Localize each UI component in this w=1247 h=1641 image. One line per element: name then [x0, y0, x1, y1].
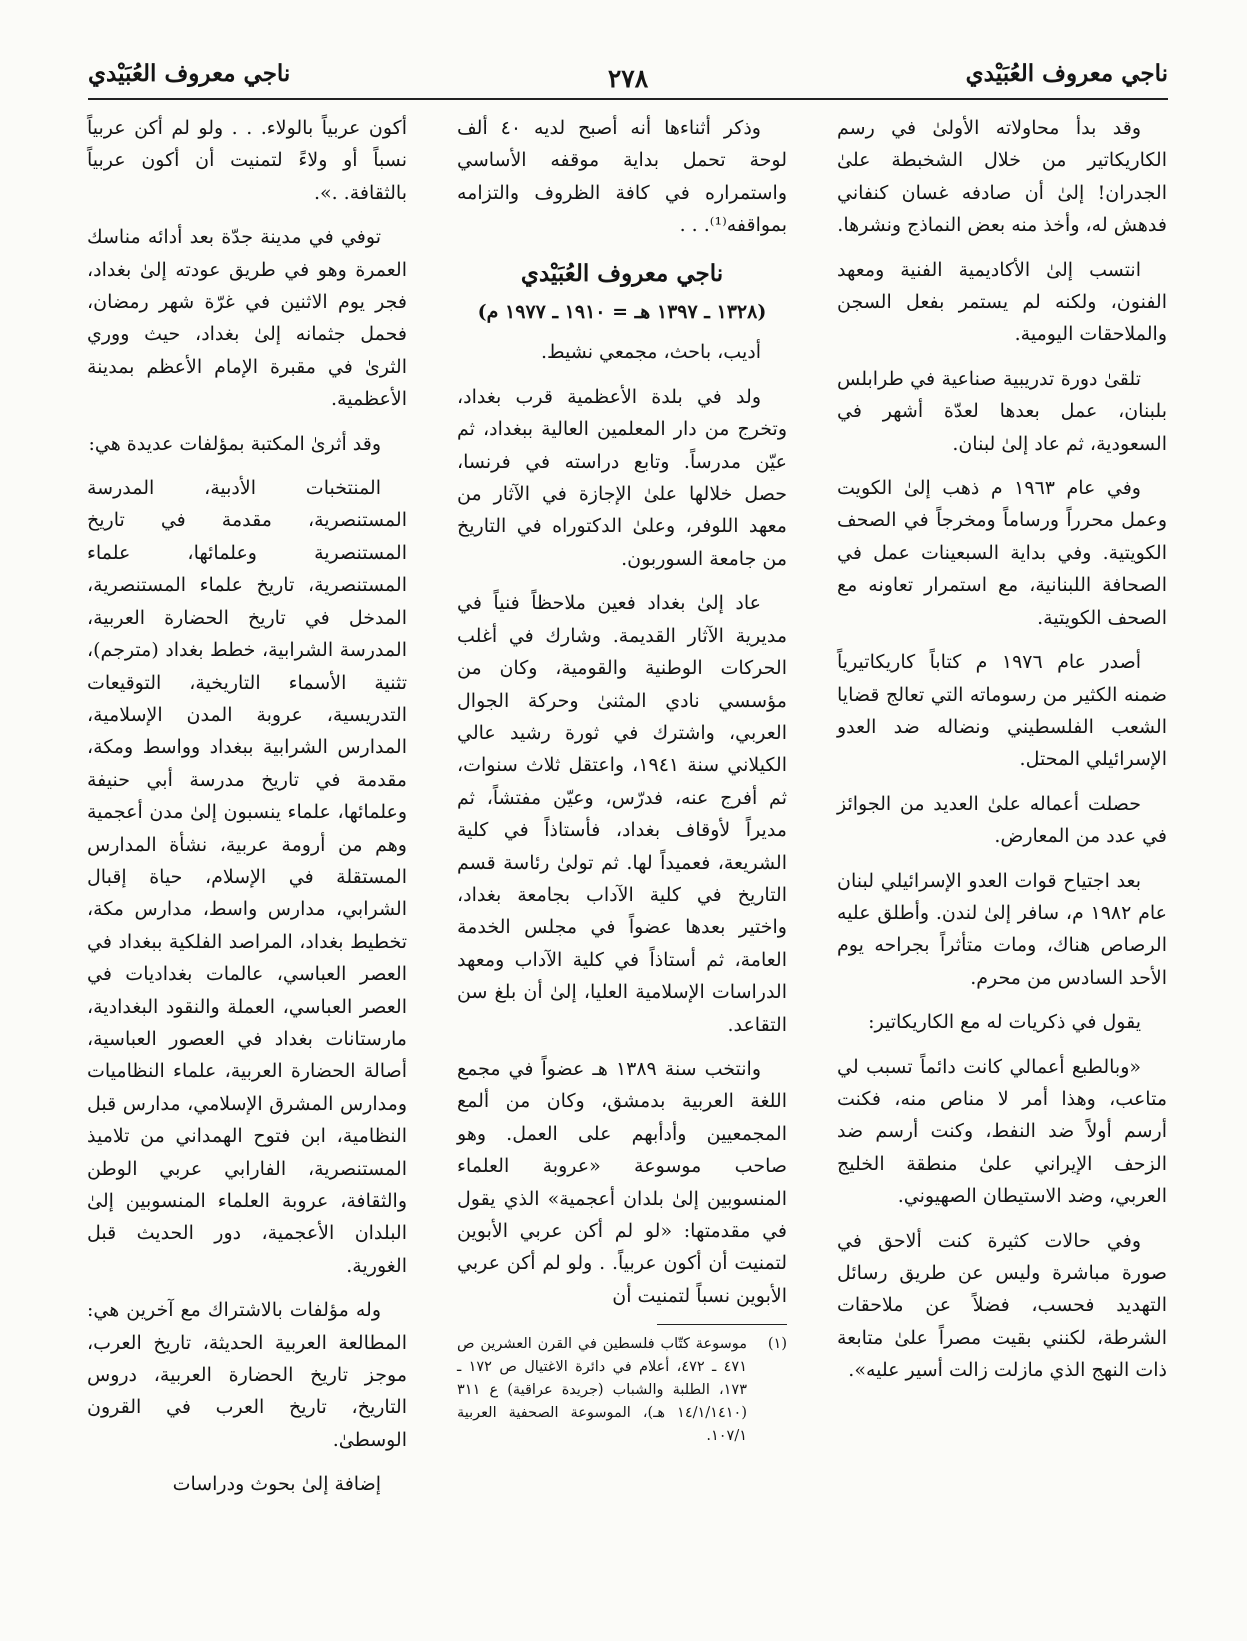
running-head-left: ناجي معروف العُبَيْدي — [88, 60, 291, 87]
footnote-rule — [657, 1324, 787, 1325]
paragraph: وله مؤلفات بالاشتراك مع آخرين هي: المطالعة العربية الحديثة، تاريخ العرب، موجز تاريخ الحضارة العربية، دروس التاريخ، تاريخ العرب في القرون الوسطىٰ. — [87, 1299, 407, 1451]
paragraph: أكون عربياً بالولاء. . . ولو لم أكن عربياً نسباً أو ولاءً لتمنيت أن أكون عربياً بالثقافة. .». — [87, 117, 407, 204]
works-list: المنتخبات الأدبية، المدرسة المستنصرية، مقدمة في تاريخ المستنصرية وعلمائها، علماء المستنصرية، تاريخ علماء المستنصرية، المدخل في تاريخ الحضارة العربية، المدرسة الشرابية، خطط بغداد (مترجم)، تثنية الأسماء التاريخية، التوقيعات التدريسية، عروبة المدن الإسلامية، المدارس الشرابية ببغداد وواسط ومكة، مقدمة في تاريخ مدرسة أبي حنيفة وعلمائها، علماء ينسبون إلىٰ مدن أعجمية وهم من أرومة عربية، نشأة المدارس المستقلة في الإسلام، حياة إقبال الشرابي، مدارس واسط، مدارس مكة، تخطيط بغداد، المراصد الفلكية ببغداد في العصر العباسي، عالمات بغداديات في العصر العباسي، العملة والنقود البغدادية، مارستانات بغداد في العصور العباسية، أصالة الحضارة العربية، علماء النظاميات ومدارس المشرق الإسلامي، مدارس قبل النظامية، ابن فتوح الهمداني من تلاميذ المستنصرية، الفارابي عربي الوطن والثقافة، عروبة العلماء المنسوبين إلىٰ البلدان الأعجمية، دور الحديث قبل الغورية. — [87, 477, 407, 1277]
paragraph: وانتخب سنة ١٣٨٩ هـ عضواً في مجمع اللغة العربية بدمشق، وكان من ألمع المجمعيين وأدأبهم على العمل. وهو صاحب موسوعة «عروبة العلماء المنسوبين إلىٰ بلدان أعجمية» الذي يقول في مقدمتها: «لو لم أكن عربي الأبوين لتمنيت أن أكون عربياً. . ولو لم أكن عربي الأبوين نسباً لتمنيت أن — [457, 1057, 787, 1307]
paragraph: تلقىٰ دورة تدريبية صناعية في طرابلس بلبنان، عمل بعدها لعدّة أشهر في السعودية، ثم عاد إلىٰ لبنان. — [837, 367, 1167, 455]
column-right — [837, 112, 1167, 1399]
biography-heading: ناجي معروف العُبَيْدي — [520, 259, 724, 287]
paragraph: وذكر أثناءها أنه أصبح لديه ٤٠ ألف لوحة تحمل بداية موقفه الأساسي واستمراره في كافة الظروف والتزامه بمواقفه⁽¹⁾. . . — [457, 117, 787, 237]
paragraph: وقد بدأ محاولاته الأولىٰ في رسم الكاريكاتير من خلال الشخبطة علىٰ الجدران! إلىٰ أن صادفه غسان كنفاني فدهش له، وأخذ منه بعض النماذج ونشرها. — [837, 117, 1167, 237]
running-head-right: ناجي معروف العُبَيْدي — [965, 60, 1168, 87]
paragraph: عاد إلىٰ بغداد فعين ملاحظاً فنياً في مديرية الآثار القديمة. وشارك في أغلب الحركات الوطنية والقومية، وكان من مؤسسي نادي المثنىٰ وحركة الجوال العربي، واشترك في ثورة رشيد عالي الكيلاني سنة ١٩٤١، واعتقل ثلاث سنوات، ثم أفرج عنه، فدرّس، وعيّن مفتشاً، ثم مديراً لأوقاف بغداد، فأستاذاً في كلية الشريعة، فعميداً لها. ثم تولىٰ رئاسة قسم التاريخ في كلية الآداب بجامعة بغداد، واختير بعدها عضواً في مجلس الخدمة العامة، ثم أستاذاً في كلية الآداب ومعهد الدراسات الإسلامية العليا، إلىٰ أن بلغ سن التقاعد. — [457, 592, 787, 1036]
paragraph: انتسب إلىٰ الأكاديمية الفنية ومعهد الفنون، ولكنه لم يستمر بفعل السجن والملاحقات اليومية. — [837, 258, 1167, 346]
paragraph: توفي في مدينة جدّة بعد أدائه مناسك العمرة وهو في طريق عودته إلىٰ بغداد، فجر يوم الاثنين في غرّة شهر رمضان، فحمل جثمانه إلىٰ بغداد، حيث ووري الثرىٰ في مقبرة الإمام الأعظم بمدينة الأعظمية. — [87, 226, 407, 411]
page-header — [88, 52, 1168, 98]
footnote-text: موسوعة كتّاب فلسطين في القرن العشرين ص ٤٧١ ـ ٤٧٢، أعلام في دائرة الاغتيال ص ١٧٢ ـ ١٧٣، الطلبة والشباب (جريدة عراقية) ع ٣١١ (١٤/١/١٤١٠ هـ)، الموسوعة الصحفية العربية ١٠٧/١. — [457, 1336, 748, 1445]
paragraph: حصلت أعماله علىٰ العديد من الجوائز في عدد من المعارض. — [837, 792, 1167, 848]
biography-dates: (١٣٢٨ ـ ١٣٩٧ هـ = ١٩١٠ ـ ١٩٧٧ م) — [477, 301, 767, 324]
quote-paragraph: وفي حالات كثيرة كنت ألاحق في صورة مباشرة وليس عن طريق رسائل التهديد فحسب، فضلاً عن ملاحقات الشرطة، لكنني بقيت مصراً علىٰ متابعة ذات النهج الذي مازلت زالت أسير عليه». — [837, 1229, 1167, 1382]
footnote-mark: (١) — [767, 1336, 787, 1353]
paragraph: ولد في بلدة الأعظمية قرب بغداد، وتخرج من دار المعلمين العالية ببغداد، ثم عيّن مدرساً. وتابع دراسته في فرنسا، حصل خلالها علىٰ الإجازة في الآثار من معهد اللوفر، وعلىٰ الدكتوراه في التاريخ من جامعة السوربون. — [457, 385, 787, 570]
paragraph: بعد اجتياح قوات العدو الإسرائيلي لبنان عام ١٩٨٢ م، سافر إلىٰ لندن. وأطلق عليه الرصاص هناك، ومات متأثراً بجراحه يوم الأحد السادس من محرم. — [837, 869, 1167, 989]
page-number: ٢٧٨ — [607, 64, 649, 93]
column-middle — [457, 112, 787, 1448]
footnote — [457, 1333, 787, 1448]
paragraph: إضافة إلىٰ بحوث ودراسات — [172, 1473, 381, 1496]
header-rule — [88, 98, 1168, 100]
paragraph: أصدر عام ١٩٧٦ م كتاباً كاريكاتيرياً ضمنه الكثير من رسوماته التي تعالج قضايا الشعب الفلسطيني ونضاله ضد العدو الإسرائيلي المحتل. — [837, 651, 1167, 771]
paragraph: وقد أثرىٰ المكتبة بمؤلفات عديدة هي: — [88, 432, 381, 455]
paragraph: أديب، باحث، مجمعي نشيط. — [540, 341, 761, 364]
paragraph: يقول في ذكريات له مع الكاريكاتير: — [868, 1011, 1141, 1034]
column-left — [87, 112, 407, 1513]
paragraph: وفي عام ١٩٦٣ م ذهب إلىٰ الكويت وعمل محرراً ورساماً ومخرجاً في الصحف الكويتية. وفي بداية السبعينات عمل في الصحافة اللبنانية، مع استمرار تعاونه مع الصحف الكويتية. — [837, 477, 1167, 629]
quote-paragraph: «وبالطبع أعمالي كانت دائماً تسبب لي متاعب، وهذا أمر لا مناص منه، فكنت أرسم أولاً ضد النفط، وكنت أرسم ضد الزحف الإيراني علىٰ منطقة الخليج العربي، وضد الاستيطان الصهيوني. — [837, 1055, 1167, 1208]
